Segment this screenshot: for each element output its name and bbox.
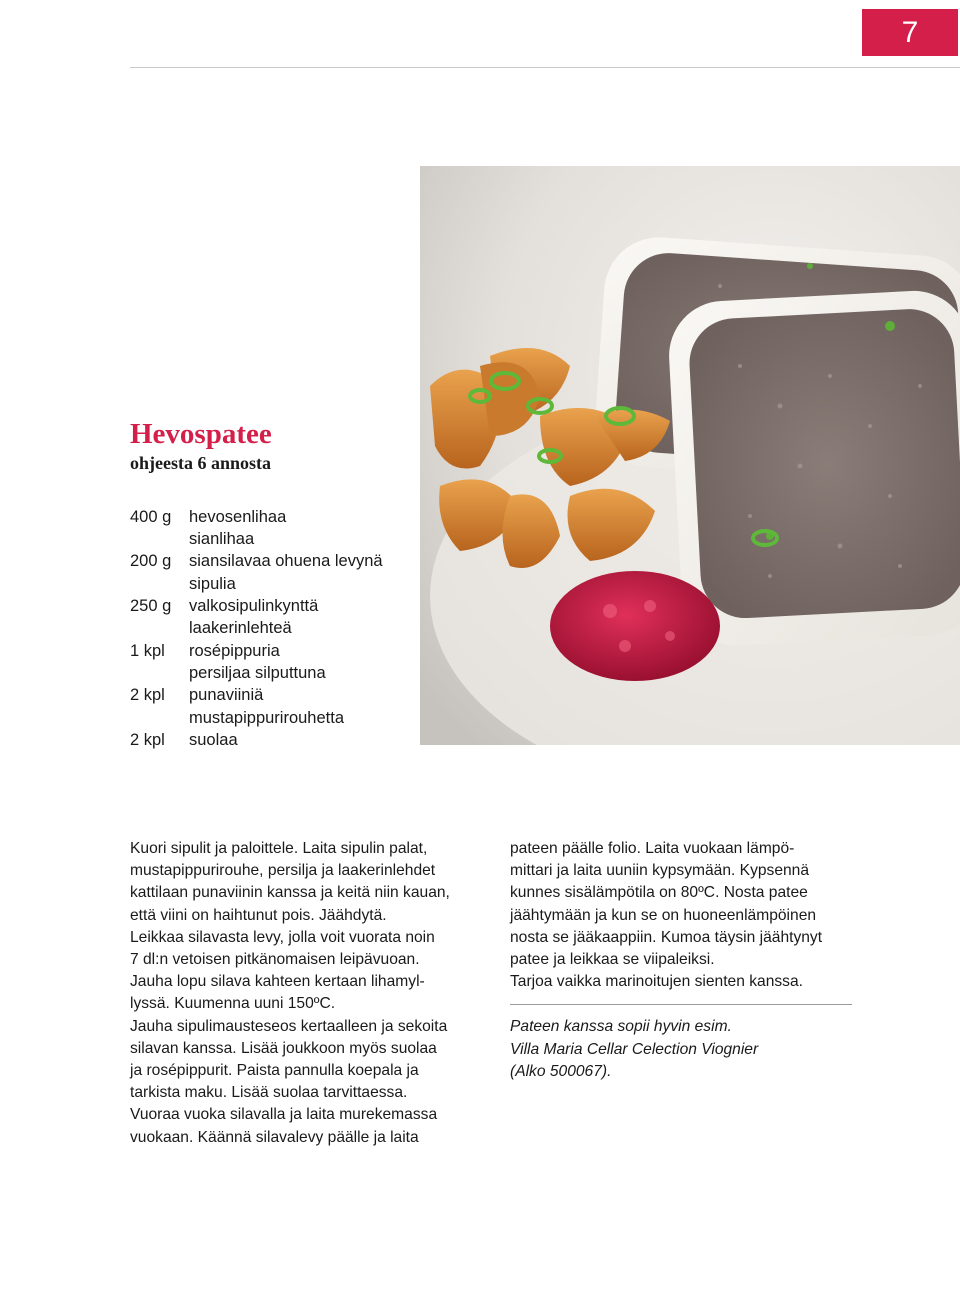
ingredient-name: sipulia: [189, 575, 236, 593]
instruction-line: 7 dl:n vetoisen pitkänomaisen leipävuoan.: [130, 951, 420, 969]
wine-note-line: (Alko 500067).: [510, 1063, 612, 1080]
recipe-servings: ohjeesta 6 annosta: [130, 453, 272, 473]
instruction-line: silavan kanssa. Lisää joukkoon myös suolaa: [130, 1039, 437, 1057]
ingredient-name: valkosipulinkynttä: [189, 597, 319, 615]
page-number: 7: [862, 9, 958, 56]
wine-note-line: Pateen kanssa sopii hyvin esim.: [510, 1018, 732, 1035]
instruction-line: kattilaan punaviinin kanssa ja keitä niin kauan,: [130, 884, 450, 902]
ingredient-name: punaviiniä: [189, 686, 264, 704]
wine-note-divider: [510, 1004, 852, 1005]
ingredient-qty: 250 g: [130, 597, 172, 615]
ingredient-name: siansilavaa ohuena levynä: [189, 552, 383, 570]
recipe-title: Hevospatee: [130, 418, 272, 450]
header-divider: [130, 67, 960, 68]
instructions-column-left: [130, 838, 475, 1149]
instruction-line: vuokaan. Käännä silavalevy päälle ja laita: [130, 1128, 419, 1146]
ingredient-qty: 400 g: [130, 508, 172, 526]
ingredient-name: laakerinlehteä: [189, 619, 292, 637]
wine-pairing-note: [510, 1016, 758, 1084]
ingredient-name: mustapippurirouhetta: [189, 709, 345, 727]
ingredient-name: persiljaa silputtuna: [189, 664, 326, 682]
ingredient-name: hevosenlihaa: [189, 508, 287, 526]
instruction-line: mustapippurirouhe, persilja ja laakerinlehdet: [130, 862, 436, 880]
ingredient-qty: 2 kpl: [130, 731, 165, 749]
ingredient-name: sianlihaa: [189, 530, 255, 548]
instruction-line: Tarjoa vaikka marinoitujen sienten kanssa.: [510, 973, 803, 991]
instruction-line: Kuori sipulit ja paloittele. Laita sipulin palat,: [130, 840, 428, 857]
instruction-line: mittari ja laita uuniin kypsymään. Kypsennä: [510, 862, 810, 880]
ingredient-qty: 1 kpl: [130, 642, 165, 660]
instruction-line: jäähtymään ja kun se on huoneenlämpöinen: [510, 906, 817, 924]
pate-photo-illustration: [420, 166, 960, 745]
ingredient-qty: 200 g: [130, 552, 172, 570]
instruction-line: patee ja leikkaa se viipaleiksi.: [510, 951, 715, 969]
instruction-line: Leikkaa silavasta levy, jolla voit vuorata noin: [130, 928, 435, 946]
instruction-line: pateen päälle folio. Laita vuokaan lämpö-: [510, 840, 795, 857]
instruction-line: nosta se jääkaappiin. Kumoa täysin jäähtynyt: [510, 928, 823, 946]
instruction-line: ja rosépippurit. Paista pannulla koepala ja: [130, 1062, 419, 1080]
ingredient-name: rosépippuria: [189, 642, 280, 660]
instructions-column-right: [510, 838, 855, 993]
instruction-line: kunnes sisälämpötila on 80ºC. Nosta patee: [510, 884, 808, 902]
instruction-line: tarkista maku. Lisää suolaa tarvittaessa.: [130, 1084, 408, 1102]
instruction-line: Vuoraa vuoka silavalla ja laita murekemassa: [130, 1106, 438, 1124]
instruction-line: että viini on haihtunut pois. Jäähdytä.: [130, 906, 387, 924]
dish-photo: [420, 166, 960, 745]
instruction-line: Jauha sipulimausteseos kertaalleen ja sekoita: [130, 1017, 448, 1035]
wine-note-line: Villa Maria Cellar Celection Viognier: [510, 1040, 759, 1058]
instruction-line: lyssä. Kuumenna uuni 150ºC.: [130, 995, 336, 1013]
ingredient-name: suolaa: [189, 731, 238, 749]
instruction-line: Jauha lopu silava kahteen kertaan lihamyl-: [130, 973, 425, 991]
ingredient-qty: 2 kpl: [130, 686, 165, 704]
